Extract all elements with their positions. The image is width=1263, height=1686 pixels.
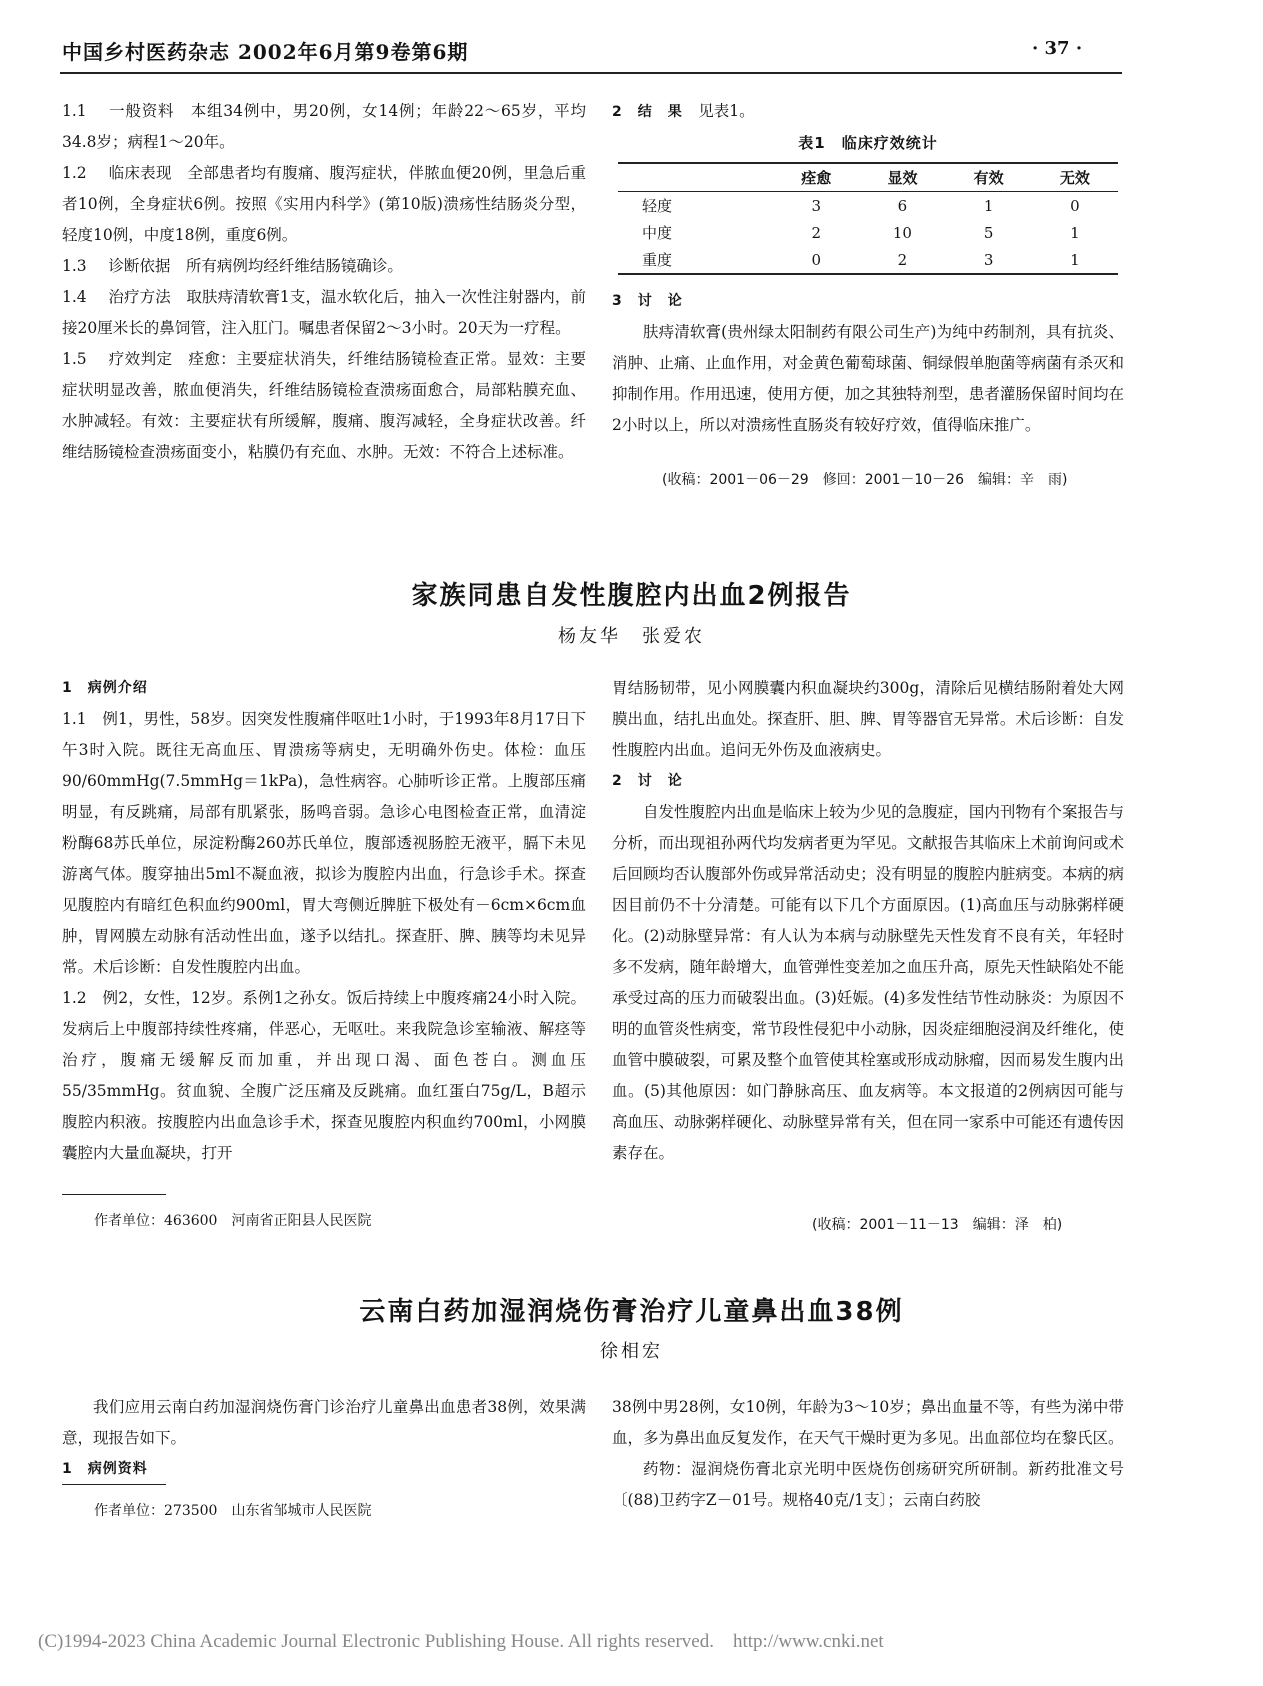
- article3-section1-heading: 1 病例资料: [62, 1461, 148, 1477]
- article2-received: (收稿：2001－11－13 编辑：泽 柏): [812, 1217, 1063, 1233]
- para-label: 1.4: [62, 288, 87, 306]
- article2-discussion: 自发性腹腔内出血是临床上较为少见的急腹症，国内刊物有个案报告与分析，而出现祖孙两代均发病者更为罕见。文献报告其临床上术前询问或术后回顾均否认腹部外伤或异常活动史；没有明显的腹腔内脏病变。本病的病因目前仍不十分清楚。可能有以下几个方面原因。(1)高血压与动脉粥样硬化。(2)动脉壁异常：有人认为本病与动脉壁先天性发育不良有关，年轻时多不发病，随年龄增大，血管弹性变差加之血压升高，原先天性缺陷处不能承受过高的压力而破裂出血。(3)妊娠。(4)多发性结节性动脉炎：为原因不明的血管炎性病变，常节段性侵犯中小动脉，因炎症细胞浸润及纤维化，使血管中膜破裂，可累及整个血管使其栓塞或形成动脉瘤，因而易发生腹内出血。(5)其他原因：如门静脉高压、血友病等。本文报道的2例病因可能与高血压、动脉粥样硬化、动脉壁异常有关，但在同一家系中可能还有遗传因素存在。: [612, 803, 1124, 1162]
- table-cell: 2: [897, 250, 908, 269]
- para-label: 1.2: [62, 164, 87, 182]
- article1-para-1-5: [62, 344, 586, 468]
- table-cell: 1: [1070, 223, 1080, 242]
- para-title: 临床表现: [108, 164, 172, 182]
- results-text: 见表1。: [698, 102, 755, 120]
- article1-left-column: [62, 96, 586, 468]
- results-heading: 2 结 果: [612, 104, 683, 120]
- article2-section2-heading: 2 讨 论: [612, 773, 683, 789]
- copyright-footer: (C)1994-2023 China Academic Journal Electronic Publishing House. All rights reserved. http://www.cnki.net: [38, 1631, 884, 1652]
- article3-title: 云南白药加湿润烧伤膏治疗儿童鼻出血38例: [359, 1297, 904, 1327]
- article2-section1-heading: 1 病例介绍: [62, 680, 148, 696]
- discussion-text: 肤痔清软膏(贵州绿太阳制药有限公司生产)为纯中药制剂，具有抗炎、消肿、止痛、止血作用，对金黄色葡萄球菌、铜绿假单胞菌等病菌有杀灭和抑制作用。作用迅速，使用方便，加之其独特剂型，患者灌肠保留时间均在2小时以上，所以对溃疡性直肠炎有较好疗效，值得临床推广。: [612, 323, 1124, 434]
- article2-right-column: [612, 673, 1124, 1169]
- table-cell: 2: [811, 223, 822, 242]
- para-title: 疗效判定: [108, 350, 173, 368]
- article1-para-1-1: [62, 96, 586, 158]
- table-row: [618, 219, 1118, 246]
- para-text: 取肤痔清软膏1支，温水软化后，抽入一次性注射器内，前接20厘米长的鼻饲管，注入肛门。嘱患者保留2～3小时。20天为一疗程。: [62, 288, 586, 337]
- table-row: [618, 246, 1118, 274]
- table-header-cell: 痊愈: [801, 169, 832, 187]
- table-row: [618, 192, 1118, 220]
- page-number: · 37 ·: [1032, 38, 1083, 59]
- table-cell: 1: [1070, 250, 1080, 269]
- para-title: 诊断依据: [108, 257, 171, 275]
- article3-drugs: 药物：湿润烧伤膏北京光明中医烧伤创疡研究所研制。新药批准文号〔(88)卫药字Z－01号。规格40克/1支〕；云南白药胶: [612, 1460, 1124, 1509]
- table-cell: 3: [983, 250, 994, 269]
- table-header-cell: 显效: [887, 169, 918, 187]
- table-cell: 0: [1070, 196, 1080, 215]
- table-header-row: [618, 163, 1118, 192]
- table-header-cell: 无效: [1059, 169, 1090, 187]
- article1-discussion: [612, 286, 1124, 441]
- article2-left-column: [62, 673, 586, 1169]
- table-cell: 3: [811, 196, 822, 215]
- article3-right-column: [612, 1392, 1124, 1516]
- footnote-rule: [62, 1194, 166, 1195]
- para-label: 1.1: [62, 102, 87, 120]
- article3-affiliation: 作者单位：273500 山东省邹城市人民医院: [94, 1503, 372, 1519]
- para-text: 所有病例均经纤维结肠镜确诊。: [185, 257, 403, 275]
- results-line: [612, 96, 1124, 128]
- para-text: 本组34例中，男20例，女14例；年龄22～65岁，平均34.8岁；病程1～20年。: [62, 102, 586, 151]
- article2-case2: 1.2 例2，女性，12岁。系例1之孙女。饭后持续上中腹疼痛24小时入院。发病后上中腹部持续性疼痛，伴恶心，无呕吐。来我院急诊室输液、解痉等治疗，腹痛无缓解反而加重，并出现口渴、面色苍白。测血压55/35mmHg。贫血貌、全腹广泛压痛及反跳痛。血红蛋白75g/L，B超示腹腔内积液。按腹腔内出血急诊手术，探查见腹腔内积血约700ml，小网膜囊腔内大量血凝块，打开: [62, 989, 586, 1162]
- table-row-label: 中度: [642, 224, 673, 242]
- para-text: 痊愈：主要症状消失，纤维结肠镜检查正常。显效：主要症状明显改善，脓血便消失，纤维结肠镜检查溃疡面愈合，局部粘膜充血、水肿减轻。有效：主要症状有所缓解，腹痛、腹泻减轻，全身症状改善。纤维结肠镜检查溃疡面变小，粘膜仍有充血、水肿。无效：不符合上述标准。: [62, 350, 586, 461]
- para-text: 全部患者均有腹痛、腹泻症状，伴脓血便20例，里急后重者10例，全身症状6例。按照《实用内科学》(第10版)溃疡性结肠炎分型，轻度10例，中度18例，重度6例。: [62, 164, 586, 244]
- discussion-heading: 3 讨 论: [612, 293, 683, 309]
- table-cell: 6: [897, 196, 908, 215]
- table-cell: 0: [811, 250, 822, 269]
- para-label: 1.3: [62, 257, 87, 275]
- table-header-cell: 有效: [973, 169, 1004, 187]
- table-header-cell: [618, 163, 773, 192]
- article3-intro: 我们应用云南白药加湿润烧伤膏门诊治疗儿童鼻出血患者38例，效果满意，现报告如下。: [62, 1398, 586, 1447]
- article2-case2-continued: 胃结肠韧带，见小网膜囊内积血凝块约300g，清除后见横结肠附着处大网膜出血，结扎出血处。探查肝、胆、脾、胃等器官无异常。术后诊断：自发性腹腔内出血。追问无外伤及血液病史。: [612, 679, 1124, 759]
- article1-received: (收稿：2001－06－29 修回：2001－10－26 编辑：辛 雨): [662, 472, 1068, 488]
- article1-right-column: [612, 96, 1124, 128]
- table-cell: 10: [892, 223, 912, 242]
- header-rule: [60, 72, 1122, 74]
- para-title: 一般资料: [108, 102, 175, 120]
- footnote-rule: [62, 1484, 166, 1485]
- article3-cases: 38例中男28例，女10例，年龄为3～10岁；鼻出血量不等，有些为涕中带血，多为鼻出血反复发作，在天气干燥时更为多见。出血部位均在黎氏区。: [612, 1398, 1124, 1447]
- para-title: 治疗方法: [108, 288, 171, 306]
- article3-authors: 徐相宏: [600, 1341, 663, 1362]
- para-label: 1.5: [62, 350, 87, 368]
- table-cell: 5: [983, 223, 994, 242]
- article2-title: 家族同患自发性腹腔内出血2例报告: [411, 581, 852, 611]
- table-row-label: 重度: [642, 251, 673, 269]
- article3-left-column: [62, 1392, 586, 1485]
- article1-para-1-4: [62, 282, 586, 344]
- table1-caption: 表1 临床疗效统计: [798, 134, 938, 152]
- journal-header: 中国乡村医药杂志 2002年6月第9卷第6期: [62, 40, 469, 64]
- article1-para-1-3: [62, 251, 586, 282]
- table1: [618, 162, 1118, 275]
- article2-authors: 杨友华 张爱农: [558, 626, 705, 647]
- article2-case1: 1.1 例1，男性，58岁。因突发性腹痛伴呕吐1小时，于1993年8月17日下午3时入院。既往无高血压、胃溃疡等病史，无明确外伤史。体检：血压90/60mmHg(7.5mmHg＝1kPa)，急性病容。心肺听诊正常。上腹部压痛明显，有反跳痛，局部有肌紧张，肠鸣音弱。急诊心电图检查正常，血清淀粉酶68苏氏单位，尿淀粉酶260苏氏单位，腹部透视肠腔无液平，膈下未见游离气体。腹穿抽出5ml不凝血液，拟诊为腹腔内出血，行急诊手术。探查见腹腔内有暗红色积血约900ml，胃大弯侧近脾脏下极处有－6cm×6cm血肿，胃网膜左动脉有活动性出血，遂予以结扎。探查肝、脾、胰等均未见异常。术后诊断：自发性腹腔内出血。: [62, 710, 586, 976]
- article2-affiliation: 作者单位：463600 河南省正阳县人民医院: [94, 1213, 372, 1229]
- article1-para-1-2: [62, 158, 586, 251]
- table-row-label: 轻度: [642, 197, 673, 215]
- table-cell: 1: [983, 196, 994, 215]
